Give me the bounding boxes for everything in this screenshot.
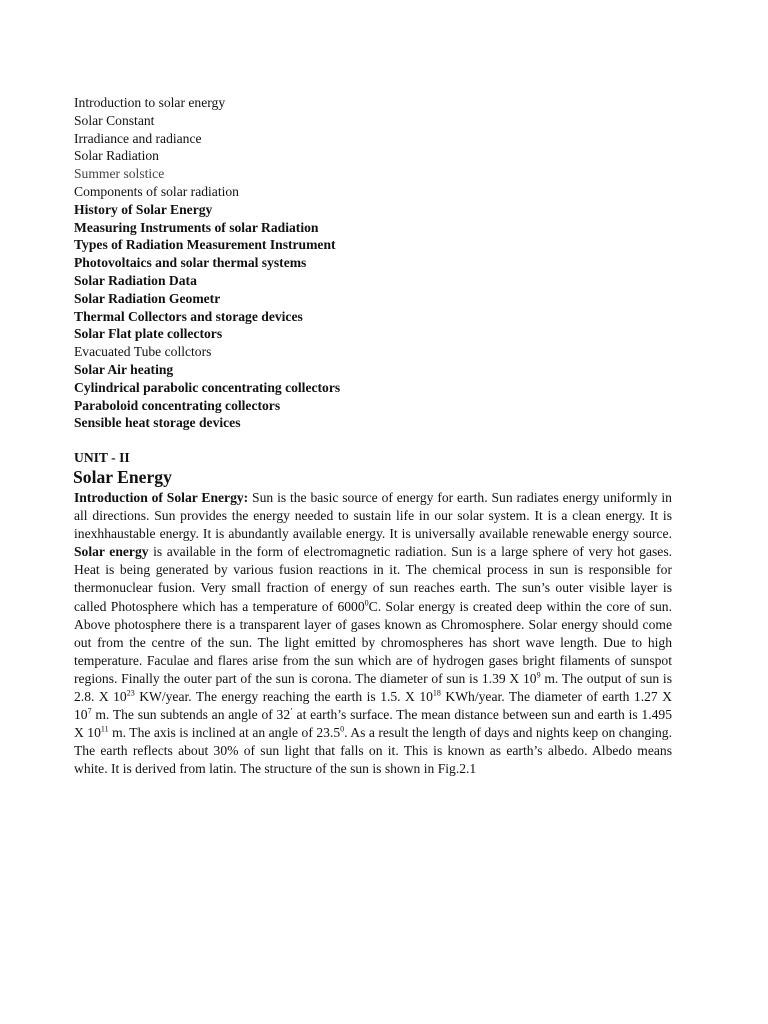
superscript: 7: [87, 706, 92, 716]
topic-item: Components of solar radiation: [74, 183, 239, 199]
superscript: 9: [536, 670, 541, 680]
topic-item: History of Solar Energy: [74, 201, 213, 217]
topic-item: Sensible heat storage devices: [74, 415, 241, 431]
superscript: 0: [364, 598, 369, 608]
section-title: Solar Energy: [73, 467, 172, 487]
topic-item: Solar Constant: [74, 112, 155, 128]
superscript: 18: [432, 688, 441, 698]
superscript: 11: [100, 724, 109, 734]
body-text: at earth’s surface. The mean distance between sun and earth is 1.495 X 10: [74, 707, 672, 741]
topic-item: Photovoltaics and solar thermal systems: [74, 255, 307, 271]
topic-item: Paraboloid concentrating collectors: [74, 397, 281, 413]
topic-item: Summer solstice: [74, 166, 165, 182]
topic-item: Measuring Instruments of solar Radiation: [74, 219, 319, 235]
body-text: Sun is the basic source of energy for earth. Sun radiates energy uniformly in all directions. Sun provides the energy needed to sustain life in our solar system. It is a clean energy. It is inexhhaustable energy. It is abundantly available energy. It is universally available renewable energy source.: [74, 490, 672, 542]
topic-item: Irradiance and radiance: [74, 130, 202, 146]
topic-item: Cylindrical parabolic concentrating collectors: [74, 379, 341, 395]
intro-heading: Introduction of Solar Energy:: [74, 490, 249, 505]
solar-energy-term: Solar energy: [74, 544, 149, 560]
body-text: KWh/year. The diameter of earth 1.27 X 10: [74, 689, 672, 723]
unit-label: UNIT - II: [74, 450, 130, 465]
topic-item: Solar Radiation: [74, 148, 159, 164]
body-text: C. Solar energy is created deep within the core of sun. Above photosphere there is a transparent layer of gases known as Chromosphere. Solar energy should come out from the centre of the sun. The light emitted by chromospheres has short wave length. Due to high temperature. Faculae and flares arise from the sun which are of hydrogen gases bright filaments of sunspot regions. Finally the outer part of the sun is corona. The diameter of sun is 1.39 X 10: [74, 598, 672, 686]
topic-item: Solar Flat plate collectors: [74, 326, 223, 342]
superscript: ’: [290, 706, 293, 716]
superscript: 0: [340, 724, 345, 734]
body-text: is available in the form of electromagnetic radiation. Sun is a large sphere of very hot gases. Heat is being generated by various fusion reactions in it. The chemical process in sun is responsible for thermonuclear fusion. Very small fraction of energy of sun reaches earth. The sun’s outer visible layer is called Photosphere which has a temperature of 6000: [74, 544, 673, 614]
body-paragraph: [74, 489, 672, 779]
body-text: m. The axis is inclined at an angle of 23.5: [108, 725, 341, 741]
topic-item: Introduction to solar energy: [74, 95, 226, 110]
topic-item: Solar Radiation Data: [74, 272, 197, 288]
topic-item: Evacuated Tube collctors: [74, 344, 212, 360]
body-text: . As a result the length of days and nights keep on changing. The earth reflects about 30% of sun light that falls on it. This is known as earth’s albedo. Albedo means white. It is derived from latin. The structure of the sun is shown in Fig.2.1: [74, 725, 672, 777]
topic-item: Solar Radiation Geometr: [74, 290, 221, 306]
topic-item: Solar Air heating: [74, 361, 174, 377]
body-text: KW/year. The energy reaching the earth is 1.5. X 10: [134, 689, 433, 705]
topic-list: [74, 94, 340, 432]
body-text: m. The output of sun is 2.8. X 10: [74, 670, 672, 705]
topic-item: Thermal Collectors and storage devices: [74, 308, 303, 324]
topic-item: Types of Radiation Measurement Instrument: [74, 237, 336, 253]
body-text: m. The sun subtends an angle of 32: [91, 707, 291, 723]
superscript: 23: [126, 688, 135, 698]
